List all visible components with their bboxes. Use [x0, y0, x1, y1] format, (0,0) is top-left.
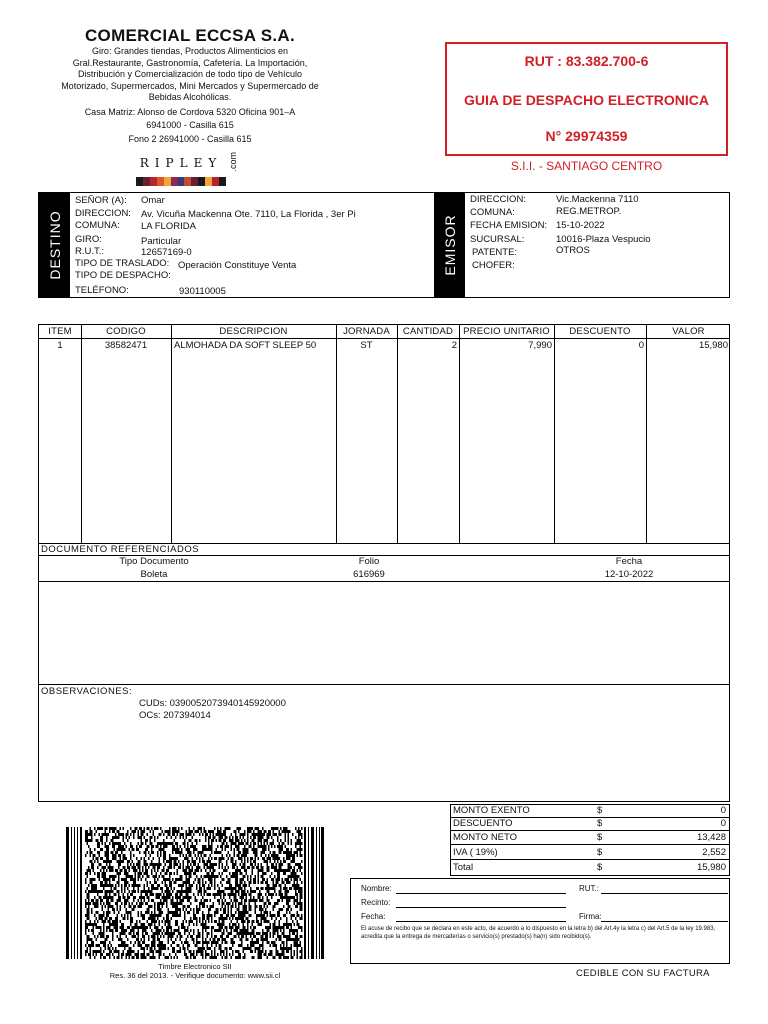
receipt-acknowledgement — [350, 878, 730, 964]
barcode-start-bar — [74, 827, 75, 959]
emisor-key: COMUNA: — [470, 207, 515, 218]
logo-stripe — [136, 177, 143, 186]
barcode-start-bar — [77, 827, 78, 959]
emisor-value: 15-10-2022 — [556, 220, 605, 231]
barcode-start-bar — [80, 827, 82, 959]
logo-stripe — [184, 177, 191, 186]
logo-stripe — [150, 177, 157, 186]
divider — [39, 581, 729, 582]
fecha-field[interactable] — [396, 921, 566, 922]
document-title: GUIA DE DESPACHO ELECTRONICA — [463, 92, 709, 108]
company-address: Casa Matriz: Alonso de Cordova 5320 Oficina 901–A — [84, 106, 296, 117]
destino-key: SEÑOR (A): — [75, 195, 127, 206]
items-table — [38, 324, 730, 544]
ripley-logo — [136, 151, 240, 189]
column-divider — [336, 325, 337, 543]
item-description: ALMOHADA DA SOFT SLEEP 50 — [174, 340, 317, 351]
logo-stripe — [219, 177, 226, 186]
column-header: DESCRIPCION — [219, 326, 288, 337]
emisor-label: EMISOR — [434, 193, 465, 297]
company-line: Motorizado, Supermercados, Mini Mercados y Supermercado de — [61, 80, 319, 91]
company-name: COMERCIAL ECCSA S.A. — [84, 26, 296, 45]
company-line: Bebidas Alcohólicas. — [148, 92, 232, 102]
observaciones-title: OBSERVACIONES: — [41, 686, 133, 697]
destino-value: 12657169-0 — [141, 247, 192, 258]
destino-key: COMUNA: — [75, 220, 120, 231]
logo-stripe — [212, 177, 219, 186]
destino-label: DESTINO — [39, 193, 70, 297]
barcode-stop-bar — [304, 827, 306, 959]
destino-value: Operación Constituye Venta — [178, 260, 297, 271]
destino-emisor-panel — [38, 192, 730, 298]
barcode-stop-bar — [308, 827, 309, 959]
logo-stripe — [171, 177, 178, 186]
item-discount: 0 — [638, 340, 644, 351]
company-line: Gral.Restaurante, Gastronomía, Cafetería. La Importación, — [72, 57, 308, 68]
column-header: ITEM — [48, 326, 72, 337]
logo-stripe — [198, 177, 205, 186]
divider — [39, 684, 729, 685]
timbre-caption — [66, 962, 324, 980]
logo-stripes — [136, 177, 226, 186]
firma-label: Firma: — [579, 912, 602, 921]
emisor-key: DIRECCION: — [470, 194, 526, 205]
company-phone: Fono 2 26941000 - Casilla 615 — [128, 133, 252, 144]
column-header: CANTIDAD — [402, 326, 454, 337]
barcode-stop-bar — [316, 827, 317, 959]
document-id-box — [445, 42, 728, 156]
column-divider — [81, 325, 82, 543]
logo-stripe — [191, 177, 198, 186]
rut-field[interactable] — [601, 893, 728, 894]
destino-key: R.U.T.: — [75, 246, 105, 257]
nombre-field[interactable] — [396, 893, 566, 894]
legal-text: El acuse de recibo que se declara en este acto, de acuerdo a lo dispuesto en la letra b) del Art.4y la letra c) del Art.5 de la ley 19.983, acredita que la entrega de mercaderías o servicio(s) prestado(s) ha(n) sido recibido(s). — [361, 926, 716, 940]
rut-label: RUT.: — [579, 884, 599, 893]
column-divider — [171, 325, 172, 543]
column-header: DESCUENTO — [569, 326, 631, 337]
item-unit-price: 7,990 — [528, 340, 552, 351]
barcode-start-bar — [71, 827, 72, 959]
column-header: PRECIO UNITARIO — [463, 326, 550, 337]
destino-key: TELÉFONO: — [75, 285, 129, 296]
column-divider — [459, 325, 460, 543]
logo-stripe — [164, 177, 171, 186]
fecha-label: Fecha: — [361, 912, 386, 921]
item-number: 1 — [57, 340, 63, 351]
referenced-documents — [38, 544, 730, 802]
logo-stripe — [205, 177, 212, 186]
total-row: MONTO NETO $ 13,428 — [451, 832, 729, 845]
destino-key: TIPO DE DESPACHO: — [75, 270, 171, 281]
logo-stripe — [157, 177, 164, 186]
emisor-value: Vic.Mackenna 7110 — [556, 194, 639, 205]
timbre-line: Res. 36 del 2013. - Verifique documento: www.sii.cl — [109, 971, 281, 980]
barcode-stop-bar — [321, 827, 324, 959]
logo-suffix: .com — [228, 152, 238, 172]
company-line: Giro: Grandes tiendas, Productos Alimenticios en — [91, 46, 289, 56]
company-line: Distribución y Comercialización de todo tipo de Vehículo — [77, 69, 303, 79]
barcode-start-bar — [66, 827, 69, 959]
column-divider — [554, 325, 555, 543]
sii-office: S.I.I. - SANTIAGO CENTRO — [510, 159, 663, 173]
total-row-grand: Total $ 15,980 — [453, 862, 726, 873]
barcode-data-modules — [85, 827, 303, 959]
destino-value: Omar — [141, 195, 165, 206]
logo-wordmark: RIPLEY — [139, 156, 223, 170]
emisor-key: SUCURSAL: — [470, 234, 525, 245]
emisor-value: 10016-Plaza Vespucio — [556, 234, 651, 245]
recinto-field[interactable] — [396, 907, 566, 908]
docref-date: 12-10-2022 — [604, 569, 654, 580]
logo-stripe — [143, 177, 150, 186]
destino-key: GIRO: — [75, 234, 102, 245]
destino-value: LA FLORIDA — [141, 221, 196, 232]
observaciones-cuds: CUDs: 0390052073940145920000 — [139, 698, 286, 709]
column-divider — [646, 325, 647, 543]
docref-header: Tipo Documento — [119, 556, 189, 567]
destino-value: Av. Vicuña Mackenna Ote. 7110, La Florida , 3er Pi — [141, 209, 356, 220]
emisor-key: PATENTE: — [472, 247, 518, 258]
rut-number: RUT : 83.382.700-6 — [524, 53, 649, 69]
docref-header: Fecha — [615, 556, 643, 567]
docref-folio: 616969 — [353, 569, 385, 580]
destino-value: 930110005 — [179, 286, 226, 297]
emisor-key: CHOFER: — [472, 260, 515, 271]
total-row: MONTO EXENTO $ 0 — [451, 805, 729, 818]
barcode-stop-bar — [311, 827, 314, 959]
emisor-key: FECHA EMISION: — [470, 220, 548, 231]
column-divider — [397, 325, 398, 543]
column-header: VALOR — [672, 326, 705, 337]
item-value: 15,980 — [698, 340, 728, 351]
destino-value: Particular — [141, 236, 182, 247]
column-header: JORNADA — [343, 326, 390, 337]
document-number: N° 29974359 — [545, 128, 628, 144]
barcode-stop-bar — [319, 827, 320, 959]
logo-stripe — [178, 177, 185, 186]
company-phone: 6941000 - Casilla 615 — [146, 120, 234, 130]
item-code: 38582471 — [104, 340, 148, 351]
nombre-label: Nombre: — [361, 884, 392, 893]
docref-title: DOCUMENTO REFERENCIADOS — [41, 544, 200, 555]
emisor-value: OTROS — [556, 245, 590, 256]
cedible-label: CEDIBLE CON SU FACTURA — [576, 968, 710, 979]
recinto-label: Recinto: — [361, 898, 391, 907]
observaciones-ocs: OCs: 207394014 — [139, 710, 211, 721]
destino-key: TIPO DE TRASLADO: — [75, 258, 170, 269]
total-row: DESCUENTO $ 0 — [451, 818, 729, 831]
timbre-barcode — [66, 827, 324, 959]
timbre-line: Timbre Electronico SII — [158, 962, 232, 971]
company-header — [40, 26, 340, 145]
destino-key: DIRECCION: — [75, 208, 131, 219]
totals-table — [450, 804, 730, 876]
firma-field[interactable] — [601, 921, 728, 922]
item-jornada: ST — [360, 340, 373, 351]
emisor-value: REG.METROP. — [556, 206, 622, 217]
docref-type: Boleta — [140, 569, 168, 580]
column-header: CODIGO — [106, 326, 146, 337]
item-quantity: 2 — [451, 340, 457, 351]
docref-header: Folio — [358, 556, 380, 567]
total-row: IVA ( 19%) $ 2,552 — [451, 847, 729, 860]
